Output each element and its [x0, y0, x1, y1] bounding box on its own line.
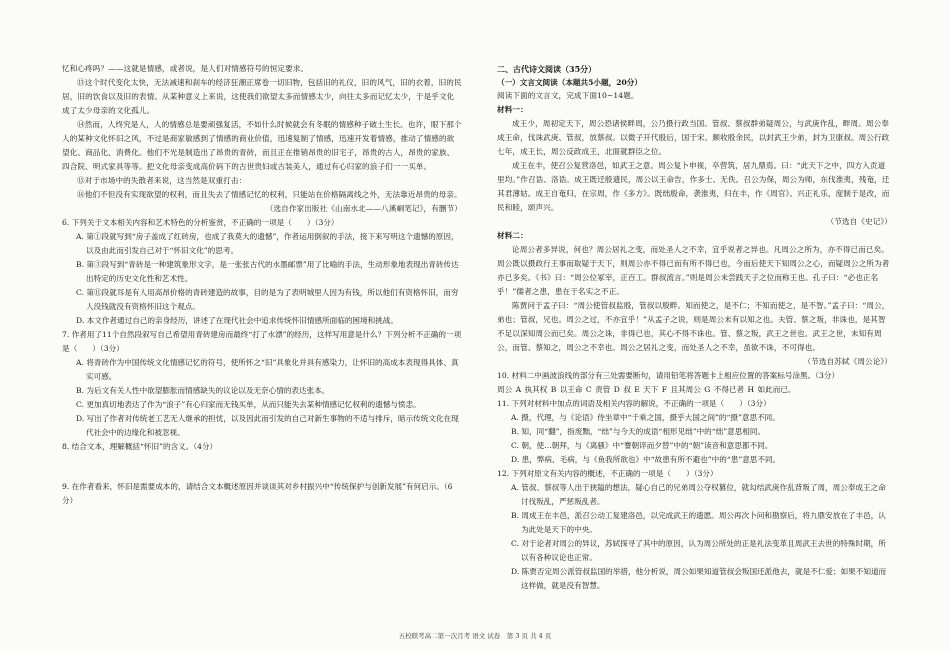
source-citation: （节选自苏轼《周公论》）	[803, 357, 892, 366]
option-11d: D. 患，弊病、毛病，与《鱼我所欲也》中“故患有所不避也”中的“患”意思不同。	[511, 455, 781, 464]
option-12a: A. 管叔、蔡叔等人出于狭隘的想法，疑心自己的兄弟周公夺权篡位，就勾结武庚作乱背叛了周，周公奉成王之命讨伐叛乱，严惩叛乱者。	[511, 483, 886, 506]
option-11a: A. 摄，代理，与《论语》侍坐章中“千乘之国，摄乎大国之间”的“摄”意思不同。	[511, 413, 780, 422]
option-11c: C. 朝，使…朝拜，与《离骚》中“謇朝谇而夕替”中的“朝”读音和意思都不同。	[511, 441, 773, 450]
material-1-paragraph: 成王在丰，使召公复营洛邑，如武王之意。周公复卜申视，卒营筑，居九鼎焉。曰：“此天下之中，四方入贡道里均。”作召诰、洛诰。成王既迁殷遗民，周公以王命告，作多士、无佚。召公为保，周公为师，东伐淮夷，残奄，迁其君薄姑。成王自奄归，在宗周，作《多方》。既绌殷命，袭淮夷，归在丰，作《周官》。兴正礼乐，度制于是改，而民和睦，颂声兴。	[497, 161, 890, 212]
paragraph: 忆和心疼吗？——这就是情感，或者说，是人们对情感符号的恒定要求。	[62, 64, 309, 73]
question-10: 10. 材料二中画波浪线的部分有三处需要断句，请用铅笔将答题卡上相应位置的答案标号涂黑。（3分）	[497, 371, 840, 380]
paragraph: ⑬这个时代变化太快，无法减速和刹车的经济狂潮正席卷一切旧物，包括旧的礼仪，旧的风气，旧的衣着，旧的民居，旧的饮食以及旧的表情。从某种意义上来说，这使我们欲望太多而情感太少，向往太多而记忆太少，于是乎文化成了太少母亲的文化孤儿。	[62, 78, 462, 115]
question-8: 8. 结合文本，理解概括“怀旧”的含义。（4分）	[62, 442, 218, 451]
paragraph: ⑯他们不但没有实现欲望的权利，而且失去了情感记忆的权利，只能站在价格隔离线之外，无法靠近昂贵的母亲。	[77, 190, 462, 199]
material-2-paragraph: 陈贾问于孟子曰：“周公使管叔监殷，管叔以殷畔。知而使之，是不仁；不知而使之，是不智。”孟子曰：“周公，弟也；管叔，兄也。周公之过，不亦宜乎！”从孟子之说，则是周公未有以知之也。夫管、蔡之叛，非诛也，是其智不足以深知周公而已矣。周公之诛，非得已也，其心不得不诛也。管、蔡之叛，武王之世也。武王之世，未知有周公，而管、蔡知之，周公之不幸也。周公之居礼之变，而处圣人之不幸，虽欲不诛，不可得也。	[497, 301, 890, 352]
sentence-break-options: 周公 A 执其权 B 以王命 C 责管 D 叔 E 天下 F 且其周公 G 不得已者 H 如此而已。	[497, 385, 796, 394]
question-12: 12. 下列对原文有关内容的概述，不正确的一项是（ ）（3分）	[497, 469, 718, 478]
option-7c: C. 更加真切地表达了作为“浪子”有心归家而无钱买单，从而只能失去某种情感记忆权利的遗憾与愤恚。	[76, 400, 421, 409]
material-1-paragraph: 成王少，周初定天下，周公恐诸侯畔周，公乃摄行政当国。管叔、蔡叔群弟疑周公，与武庚作乱，畔周。周公奉成王命，伐诛武庚、管叔，放蔡叔。以微子开代殷后，国于宋。颇收殷余民，以封武王少弟，封为卫康叔。周公行政七年，成王长，周公反政成王，北面就群臣之位。	[497, 119, 890, 156]
question-6: 6. 下列关于文本相关内容和艺术特色的分析鉴赏，不正确的一项是（ ）（3分）	[62, 218, 339, 227]
option-7a: A. 将青砖作为中国传统文化情感记忆的符号，使所怀之“旧”具象化并具有感染力，让怀旧的高成本表现得具体、真实可感。	[76, 358, 459, 381]
material-1-label: 材料一：	[497, 105, 528, 114]
source-citation: （选自作家出版社《山南水北——八溪峒笔记》，有删节）	[265, 204, 462, 213]
question-7: 7. 作者用了11个自然段叙写自己希望用青砖建房而最终“打了水漂”的经历，这样写用意是什么？下列分析不正确的一项是（ ）（3分）	[62, 330, 462, 353]
paragraph: ⑮对于市场中的失散者来说，这当然是双重打击：	[77, 176, 247, 185]
instructions: 阅读下面的文言文，完成下面10~14题。	[497, 91, 639, 100]
option-12c: C. 对于论者对周公的异议，苏轼探寻了其中的原因，认为周公所处的正是礼法变革且周武王去世的特殊时期，所以有各种议论也正常。	[511, 539, 886, 562]
right-column	[497, 62, 892, 593]
option-11b: B. 知，同“翻”，指废黜，“绌”与今天的成语“相形见绌”中的“绌”意思相同。	[511, 427, 766, 436]
option-6d: D. 本文作者通过自己的亲身经历，讲述了在现代社会中追求传统怀旧情感所面临的困境和挑战。	[76, 316, 398, 325]
question-11: 11. 下列对材料中加点的词语及相关内容的解说，不正确的一项是（ ）（3分）	[497, 399, 771, 408]
left-column	[62, 62, 462, 508]
material-2-label: 材料二：	[497, 231, 528, 240]
option-12d: D. 陈贾否定周公派管叔监国的举措，他分析说，周公如果知道管叔会叛国还派他去，就是不仁爱；如果不知道而这样做，就是没有智慧。	[511, 567, 887, 590]
page-footer: 五校联考高二第一次月考 语文 试卷 第 3 页 共 4 页	[398, 632, 552, 640]
option-12b: B. 周成王在丰邑，派召公动工复建洛邑，以完成武王的遗愿。周公再次卜问和勘察后，将九鼎安放在了丰邑，认为此处是天下的中央。	[511, 511, 886, 534]
paragraph: ⑭然而，人终究是人，人的情感总是要顽强复活，不如什么时候就会有冬眠的情感种子破土生长。也许，眼下那个人的某种文化怀旧之风，不过是商家敏感到了情感的商业价值，迅速复制了情感，迅速开发着情感，推动了情感的欲望化、商品化、消费化。他们不光是制造出了昂贵的青砖，而且正在推销昂贵的旧宅子，昂贵的古人，昂贵的家族、四合院、明式家具等等。把文化母亲变成高价码下的古世贵妇或古装美人，通过有心归家的浪子们一一买单。	[62, 120, 462, 171]
subsection-title: （一）文言文阅读（本题共5小题，20分）	[497, 78, 642, 87]
option-7b: B. 为后文有关人性中欲望膨胀而情感缺失的议论以及无奈心情的表达张本。	[76, 386, 330, 395]
option-6b: B. 第③段写到“青砖是一种建筑象形文字，是一张张古代的水墨邮票”用了比喻的手法，生动形象地表现出青砖传达出特定的历史文化性和艺术性。	[76, 260, 459, 283]
option-6a: A. 第①段就写到“房子盖成了红砖房，也成了我莫大的遗憾”，作者运用倒叙的手法，接下来写明这个遗憾的原因，以及由此而引发自己对于“怀旧文化”的思考。	[76, 232, 459, 255]
material-2-paragraph: 论周公者多异说，何也？周公居礼之变，而处圣人之不幸，宜乎说者之异也。凡周公之所为，亦不得已而已矣。周公既以摄政行王事而取疑于天下，则周公亦不得已而有所不得已也，今而后使天下知周公之心，而疑周公之所为者亦已多矣。《书》曰：“周公位冢宰，正百工。群叔流言。”则是周公未尝践天子之位而称王也。孔子曰：“必也正名乎！”儒者之患，患在于名实之不正。	[497, 245, 890, 296]
option-6c: C. 第⑪段就耳是有人用高昂价格的青砖建造的故事，目的是为了表明城里人因为有钱，所以他们有资格怀旧，而穷人没钱就没有资格怀旧这个观点。	[76, 288, 459, 311]
question-9: 9. 在作者看来，怀旧是需要成本的，请结合文本概述原因并谈谈其对乡村振兴中“传统保护与创新发展”有何启示。（6分）	[62, 482, 453, 505]
source-citation: （节选自《史记》）	[826, 217, 892, 226]
option-7d: D. 写出了作者对传统老工艺无人继承的担忧，以及因此而引发的自己对新生事物的不适与排斥，暗示传统文化在现代社会中的边缘化和被忽视。	[76, 414, 459, 437]
section-title: 二、古代诗文阅读（35分）	[497, 64, 597, 74]
